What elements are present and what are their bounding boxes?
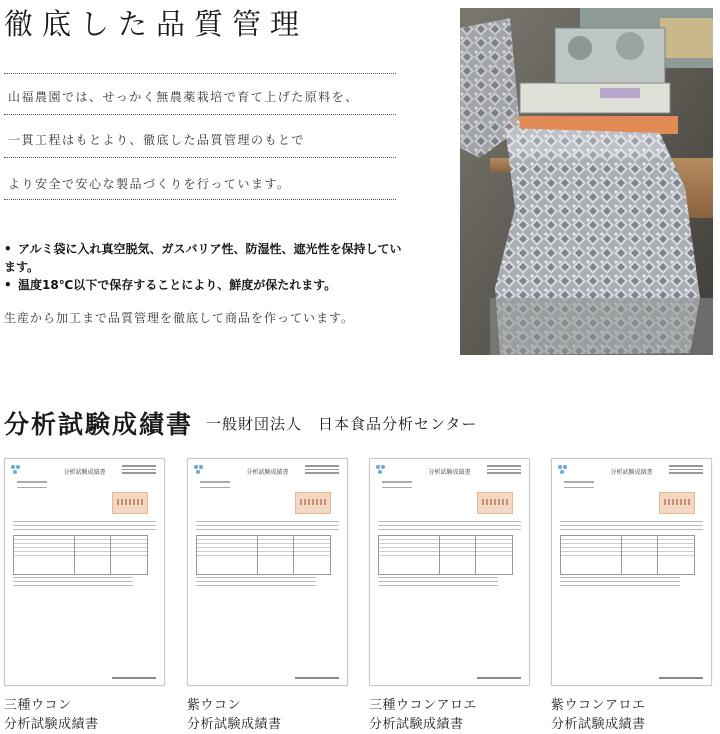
bullet-marker: • bbox=[4, 278, 12, 292]
results-table bbox=[13, 535, 148, 575]
certificate-heading: 分析試験成績書 bbox=[246, 469, 289, 476]
issuer-stamp bbox=[295, 492, 331, 514]
certificate-recipient bbox=[17, 481, 47, 492]
certificate-thumbnail[interactable] bbox=[551, 458, 712, 686]
bullet-marker: • bbox=[4, 242, 12, 256]
caption-label: 分析試験成績書 bbox=[551, 717, 646, 732]
intro-line-1: 山福農園では、せっかく無農薬栽培で育て上げた原料を、 bbox=[8, 90, 359, 104]
bullet-list bbox=[4, 240, 404, 294]
certificate-thumbnail[interactable] bbox=[187, 458, 348, 686]
issuer-signature bbox=[477, 677, 521, 679]
issuer-stamp bbox=[477, 492, 513, 514]
divider bbox=[4, 114, 396, 115]
certificate-heading: 分析試験成績書 bbox=[610, 469, 653, 476]
certificate-caption bbox=[369, 696, 477, 734]
quality-note: 生産から加工まで品質管理を徹底して商品を作っています。 bbox=[4, 311, 355, 325]
issuer-signature bbox=[295, 677, 339, 679]
certificate-caption bbox=[4, 696, 99, 734]
results-table bbox=[560, 535, 695, 575]
certificate-caption bbox=[551, 696, 646, 734]
caption-product: 三種ウコン bbox=[4, 698, 72, 713]
section-title-certificates: 分析試験成績書 bbox=[4, 410, 194, 439]
issuer-stamp bbox=[659, 492, 695, 514]
results-table bbox=[196, 535, 331, 575]
certificate-thumbnail[interactable] bbox=[369, 458, 530, 686]
certificate-reference bbox=[669, 465, 703, 476]
intro-line-3: より安全で安心な製品づくりを行っています。 bbox=[8, 177, 291, 191]
certificate-footnotes bbox=[196, 577, 316, 589]
intro-line-2: 一貫工程はもとより、徹底した品質管理のもとで bbox=[8, 133, 306, 147]
section-title-quality: 徹底した品質管理 bbox=[4, 7, 309, 41]
results-table bbox=[378, 535, 513, 575]
divider bbox=[4, 73, 396, 74]
vacuum-sealer-illustration bbox=[460, 8, 713, 355]
bullet-text: アルミ袋に入れ真空脱気、ガスバリア性、防湿性、遮光性を保持しています。 bbox=[4, 242, 402, 274]
caption-label: 分析試験成績書 bbox=[4, 717, 99, 732]
bullet-item bbox=[4, 240, 404, 276]
certificate-footnotes bbox=[378, 577, 498, 589]
issuer-stamp bbox=[112, 492, 148, 514]
caption-label: 分析試験成績書 bbox=[369, 717, 464, 732]
issuer-signature bbox=[112, 677, 156, 679]
caption-product: 紫ウコン bbox=[187, 698, 242, 713]
certificate-body-text bbox=[13, 521, 156, 533]
certificate-body-text bbox=[196, 521, 339, 533]
certificate-reference bbox=[487, 465, 521, 476]
certificate-recipient bbox=[200, 481, 230, 492]
certificate-body-text bbox=[560, 521, 703, 533]
certificate-caption bbox=[187, 696, 282, 734]
certificate-footnotes bbox=[560, 577, 680, 589]
vacuum-sealer-photo bbox=[460, 8, 713, 355]
certificate-heading: 分析試験成績書 bbox=[428, 469, 471, 476]
caption-product: 三種ウコンアロエ bbox=[369, 698, 478, 713]
certificate-reference bbox=[122, 465, 156, 476]
bullet-text: 温度18℃以下で保存することにより、鮮度が保たれます。 bbox=[18, 278, 337, 292]
divider bbox=[4, 157, 396, 158]
caption-product: 紫ウコンアロエ bbox=[551, 698, 646, 713]
certificate-footnotes bbox=[13, 577, 133, 589]
certificate-thumbnail[interactable] bbox=[4, 458, 165, 686]
certificate-heading: 分析試験成績書 bbox=[63, 469, 106, 476]
divider bbox=[4, 199, 396, 200]
issuer-signature bbox=[659, 677, 703, 679]
certificate-recipient bbox=[382, 481, 412, 492]
caption-label: 分析試験成績書 bbox=[187, 717, 282, 732]
certificate-recipient bbox=[564, 481, 594, 492]
certificate-reference bbox=[305, 465, 339, 476]
certificate-issuer: 一般財団法人 日本食品分析センター bbox=[206, 415, 478, 433]
bullet-item bbox=[4, 276, 404, 294]
certificate-body-text bbox=[378, 521, 521, 533]
